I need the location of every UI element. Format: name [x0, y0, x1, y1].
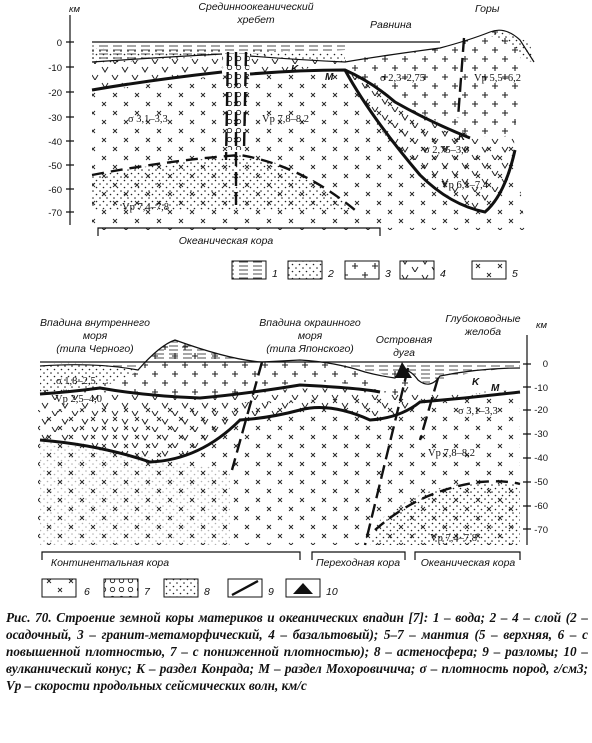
- lower-tick-10: -10: [534, 383, 548, 394]
- upper-tick-50: -50: [48, 161, 62, 172]
- upper-label-mountains: Горы: [475, 3, 500, 15]
- upper-boundary-k-1: K: [291, 64, 299, 75]
- lower-value-3: Vp 7,8–8,2: [428, 448, 475, 459]
- lower-label-marginal-sea-1: Впадина окраинного: [259, 317, 361, 329]
- legend-label-3: 3: [385, 268, 391, 280]
- upper-depth-axis: [66, 15, 74, 225]
- lower-label-marginal-sea-3: (типа Японского): [266, 343, 354, 355]
- lower-value-1: Vp 2,5–4,0: [55, 394, 102, 405]
- legend-bottom: [42, 579, 338, 598]
- legend-swatch-6: [42, 579, 76, 597]
- lower-top-labels: [40, 313, 521, 359]
- legend-swatch-5: [472, 261, 506, 279]
- lower-label-trench-2: желоба: [464, 326, 502, 338]
- upper-value-4: σ 2,75–3,0: [424, 145, 470, 156]
- upper-value-1: Vp 7,8–8,2: [262, 114, 309, 125]
- lower-label-inner-sea-1: Впадина внутреннего: [40, 317, 150, 329]
- lower-depth-axis: [523, 335, 531, 545]
- lower-tick-20: -20: [534, 405, 548, 416]
- lower-value-2: σ 3,1–3,3: [458, 406, 498, 417]
- upper-tick-40: -40: [48, 137, 62, 148]
- legend-top: [232, 261, 518, 280]
- legend-swatch-1: [232, 261, 266, 279]
- lower-tick-50: -50: [534, 477, 548, 488]
- figure-caption: [6, 609, 588, 694]
- lower-tick-40: -40: [534, 453, 548, 464]
- upper-tick-70: -70: [48, 208, 62, 219]
- lower-boundary-m: M: [491, 383, 500, 394]
- legend-volcano-icon: [293, 583, 313, 594]
- upper-value-0: σ 3,1–3,3: [128, 114, 168, 125]
- lower-label-inner-sea-3: (типа Черного): [56, 343, 134, 355]
- upper-value-3: Vp 5,5–6,2: [474, 73, 521, 84]
- lower-value-0: σ 1,8–2,5: [56, 376, 96, 387]
- legend-label-4: 4: [440, 268, 446, 280]
- upper-bottom-label: Океаническая кора: [178, 235, 274, 247]
- lower-tick-30: -30: [534, 429, 548, 440]
- upper-tick-0: 0: [56, 38, 62, 49]
- legend-swatch-8: [164, 579, 198, 597]
- legend-label-2: 2: [328, 268, 334, 280]
- lower-label-trench-1: Глубоководные: [445, 313, 521, 325]
- upper-depth-ticks: [48, 38, 62, 219]
- lower-tick-0: 0: [542, 359, 548, 370]
- lower-axis-unit: км: [536, 320, 547, 331]
- legend-swatch-7: [104, 579, 138, 597]
- lower-label-inner-sea-2: моря: [82, 330, 108, 342]
- lower-value-4: Vp 7,4–7,8: [430, 533, 477, 544]
- lower-depth-ticks: [534, 359, 548, 536]
- lower-boundary-k: K: [472, 377, 480, 388]
- legend-swatch-2: [288, 261, 322, 279]
- caption-text: 1 – вода; 2 – 4 – слой (2 – осадочный, 3 – гранит-метаморфический, 4 – базальтовый); 5–7 – мантия (5 – верхняя, 6 – с повышенной плотностью, 7 – с пониженной плотностью); 8 – астеносфера; 9 – разломы; 10 – вулканический конус; K – раздел Конрада; M – раздел Мохоровичича; σ – плотность пород, г/см3; Vp – скорости продольных сейсмических волн, км/с: [6, 610, 589, 693]
- upper-boundary-k-2: K: [458, 132, 466, 143]
- upper-tick-30: -30: [48, 113, 62, 124]
- upper-label-plain: Равнина: [370, 19, 412, 31]
- upper-tick-20: -20: [48, 88, 62, 99]
- lower-bottom-transitional: Переходная кора: [315, 557, 401, 569]
- lower-section: [38, 313, 548, 569]
- lower-bottom-oceanic: Океаническая кора: [420, 557, 516, 569]
- lower-label-marginal-sea-2: моря: [297, 330, 323, 342]
- lower-tick-60: -60: [534, 501, 548, 512]
- legend-label-1: 1: [272, 268, 278, 280]
- upper-boundary-m: M: [325, 72, 334, 83]
- upper-section: [48, 1, 534, 247]
- legend-label-5: 5: [512, 268, 518, 280]
- lower-label-arc-2: дуга: [393, 347, 415, 359]
- legend-swatch-3: [345, 261, 379, 279]
- lower-boundary-labels: [472, 377, 500, 394]
- upper-value-2: σ 2,3–2,75: [380, 73, 426, 84]
- upper-top-labels: [198, 1, 499, 31]
- legend-label-9: 9: [268, 586, 274, 598]
- legend-label-6: 6: [84, 586, 90, 598]
- upper-tick-10: -10: [48, 63, 62, 74]
- caption-figure-ref: Рис. 70. Строение земной коры материков и океанических впадин [7]:: [6, 610, 429, 625]
- upper-label-ridge-2: хребет: [237, 14, 275, 26]
- legend-label-7: 7: [144, 586, 150, 598]
- lower-label-arc-1: Островная: [375, 334, 433, 346]
- lower-bottom-continental: Континентальная кора: [50, 557, 170, 569]
- legend-fault-line: [232, 581, 258, 595]
- legend-swatch-4: [400, 261, 434, 279]
- upper-tick-60: -60: [48, 185, 62, 196]
- upper-value-5: Vp 6,1–7,4: [441, 180, 488, 191]
- upper-axis-unit: км: [69, 4, 80, 15]
- upper-label-ridge-1: Срединноокеанический: [198, 1, 314, 13]
- legend-label-10: 10: [326, 586, 338, 598]
- lower-tick-70: -70: [534, 525, 548, 536]
- legend-label-8: 8: [204, 586, 210, 598]
- upper-value-6: Vp 7,4–7,8: [122, 202, 169, 213]
